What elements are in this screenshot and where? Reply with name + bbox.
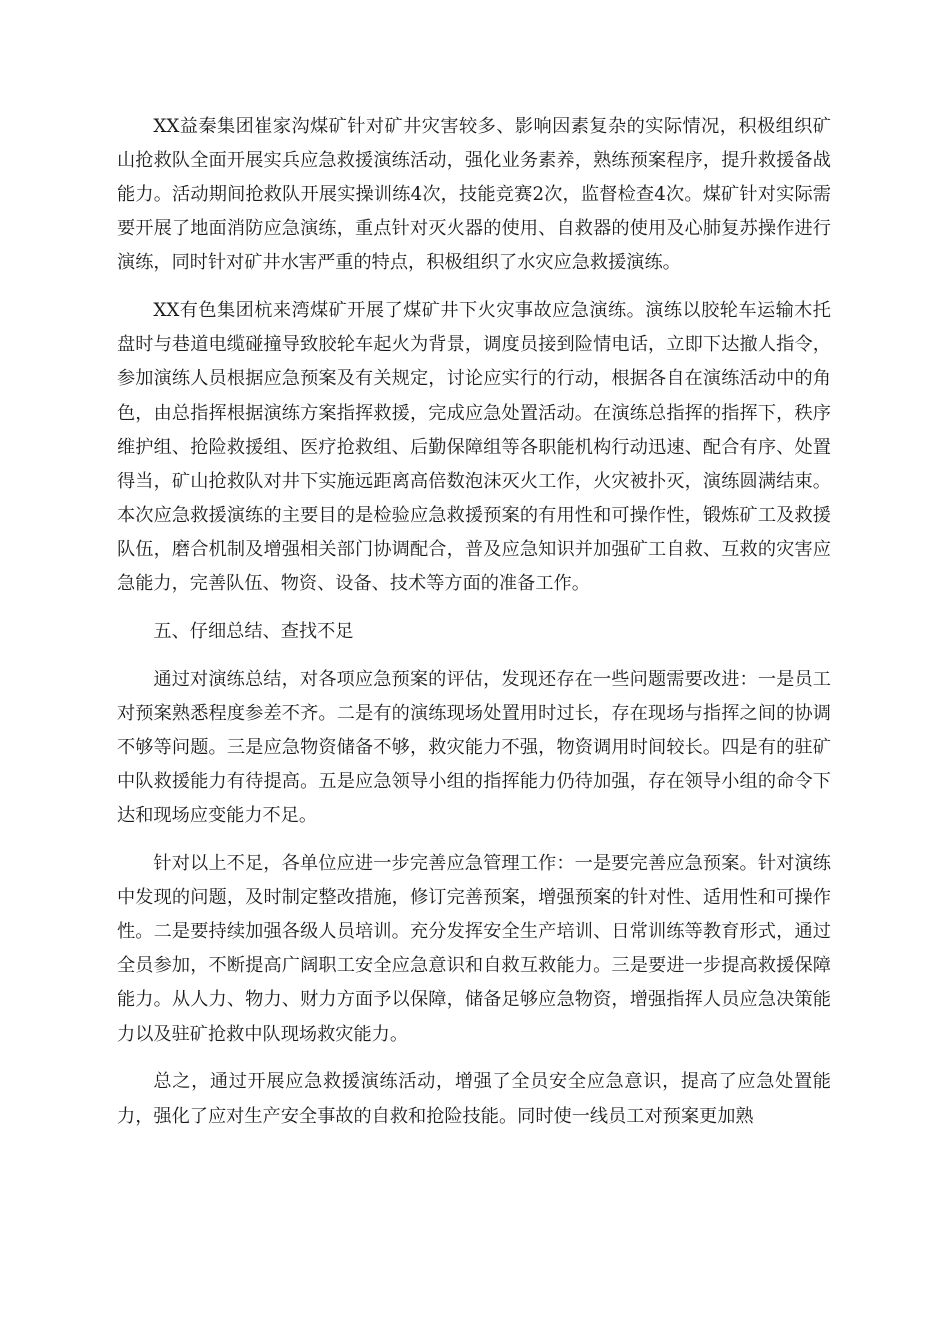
paragraph-problems-found: 通过对演练总结，对各项应急预案的评估，发现还存在一些问题需要改进：一是员工对预案熟悉程度参差不齐。二是有的演练现场处置用时过长，存在现场与指挥之间的协调不够等问题。三是应急物资储备不够，救灾能力不强，物资调用时间较长。四是有的驻矿中队救援能力有待提高。五是应急领导小组的指挥能力仍待加强，存在领导小组的命令下达和现场应变能力不足。	[117, 668, 831, 827]
paragraph-conclusion: 总之，通过开展应急救援演练活动，增强了全员安全应急意识，提高了应急处置能力，强化了应对生产安全事故的自救和抢险技能。同时使一线员工对预案更加熟	[117, 1071, 831, 1127]
paragraph-cuijiagou-drill: XX益秦集团崔家沟煤矿针对矿井灾害较多、影响因素复杂的实际情况，积极组织矿山抢救队全面开展实兵应急救援演练活动，强化业务素养，熟练预案程序，提升救援备战能力。活动期间抢救队开展实操训练4次，技能竞赛2次，监督检查4次。煤矿针对实际需要开展了地面消防应急演练，重点针对灭火器的使用、自救器的使用及心肺复苏操作进行演练，同时针对矿井水害严重的特点，积极组织了水灾应急救援演练。	[117, 116, 831, 274]
paragraph-hanglaiwan-drill: XX有色集团杭来湾煤矿开展了煤矿井下火灾事故应急演练。演练以胶轮车运输木托盘时与巷道电缆碰撞导致胶轮车起火为背景，调度员接到险情电话，立即下达撤人指令，参加演练人员根据应急预案及有关规定，讨论应实行的行动，根据各自在演练活动中的角色，由总指挥根据演练方案指挥救援，完成应急处置活动。在演练总指挥的指挥下，秩序维护组、抢险救援组、医疗抢救组、后勤保障组等各职能机构行动迅速、配合有序、处置得当，矿山抢救队对井下实施远距离高倍数泡沫灭火工作，火灾被扑灭，演练圆满结束。本次应急救援演练的主要目的是检验应急救援预案的有用性和可操作性，锻炼矿工及救援队伍，磨合机制及增强相关部门协调配合，普及应急知识并加强矿工自救、互救的灾害应急能力，完善队伍、物资、设备、技术等方面的准备工作。	[117, 300, 831, 595]
section-heading: 五、仔细总结、查找不足	[153, 620, 354, 642]
document-page	[117, 110, 831, 1147]
paragraph-improvements: 针对以上不足，各单位应进一步完善应急管理工作：一是要完善应急预案。针对演练中发现的问题，及时制定整改措施，修订完善预案，增强预案的针对性、适用性和可操作性。二是要持续加强各级人员培训。充分发挥安全生产培训、日常训练等教育形式，通过全员参加，不断提高广阔职工安全应急意识和自救互救能力。三是要进一步提高救援保障能力。从人力、物力、财力方面予以保障，储备足够应急物资，增强指挥人员应急决策能力以及驻矿抢救中队现场救灾能力。	[117, 853, 831, 1045]
